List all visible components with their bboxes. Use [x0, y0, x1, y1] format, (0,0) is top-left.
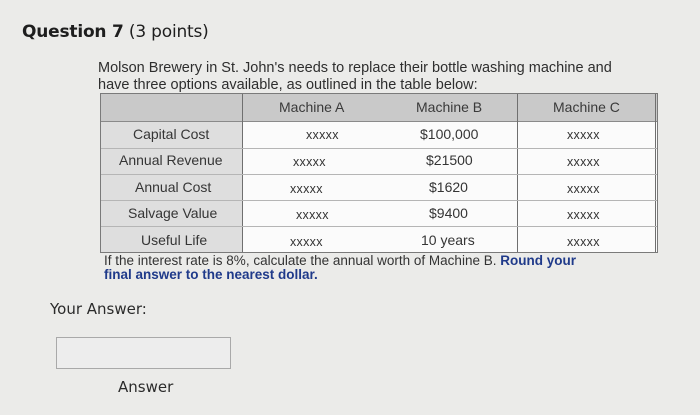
answer-input-label: Answer	[118, 378, 174, 396]
cell-machine-c-annual-revenue: xxxxx	[567, 155, 600, 169]
cell-machine-b-salvage-value: $9400	[429, 205, 468, 221]
cell-machine-c-annual-cost: xxxxx	[567, 182, 600, 196]
instruction-line-2: final answer to the nearest dollar.	[104, 267, 318, 282]
question-points: (3 points)	[128, 22, 209, 42]
your-answer-heading: Your Answer:	[50, 300, 147, 318]
row-label-annual-cost: Annual Cost	[135, 179, 212, 195]
cell-machine-b-capital-cost: $100,000	[420, 126, 479, 142]
cell-machine-a-capital-cost: xxxxx	[306, 128, 339, 142]
machine-options-table	[100, 93, 658, 253]
cell-machine-a-salvage-value: xxxxx	[296, 208, 329, 222]
grid-line	[101, 226, 657, 227]
question-number: Question 7	[22, 22, 124, 42]
instruction-text: If the interest rate is 8%, calculate the annual worth of Machine B.	[104, 253, 497, 268]
grid-line	[242, 94, 243, 252]
cell-machine-b-annual-cost: $1620	[429, 179, 468, 195]
grid-line	[101, 148, 657, 149]
question-prompt-line-1: Molson Brewery in St. John's needs to replace their bottle washing machine and	[98, 60, 612, 76]
row-label-salvage-value: Salvage Value	[128, 205, 218, 221]
answer-input[interactable]	[56, 337, 231, 369]
cell-machine-c-useful-life: xxxxx	[567, 235, 600, 249]
question-prompt-line-2: have three options available, as outlined in the table below:	[98, 77, 478, 93]
instruction-emphasis: Round your	[500, 253, 576, 268]
grid-line	[655, 94, 656, 252]
instruction-line-1	[104, 253, 576, 268]
column-header-machine-c: Machine C	[553, 99, 620, 115]
column-header-machine-b: Machine B	[416, 99, 483, 115]
row-label-annual-revenue: Annual Revenue	[119, 152, 223, 168]
column-header-machine-a: Machine A	[279, 99, 345, 115]
cell-machine-a-annual-cost: xxxxx	[290, 182, 323, 196]
question-title	[22, 22, 209, 42]
row-label-useful-life: Useful Life	[141, 232, 208, 248]
cell-machine-c-salvage-value: xxxxx	[567, 208, 600, 222]
row-label-capital-cost: Capital Cost	[133, 126, 210, 142]
cell-machine-b-useful-life: 10 years	[421, 232, 475, 248]
grid-line	[517, 94, 518, 252]
grid-line	[101, 174, 657, 175]
cell-machine-b-annual-revenue: $21500	[426, 152, 473, 168]
cell-machine-c-capital-cost: xxxxx	[567, 128, 600, 142]
cell-machine-a-annual-revenue: xxxxx	[293, 155, 326, 169]
grid-line	[101, 200, 657, 201]
cell-machine-a-useful-life: xxxxx	[290, 235, 323, 249]
